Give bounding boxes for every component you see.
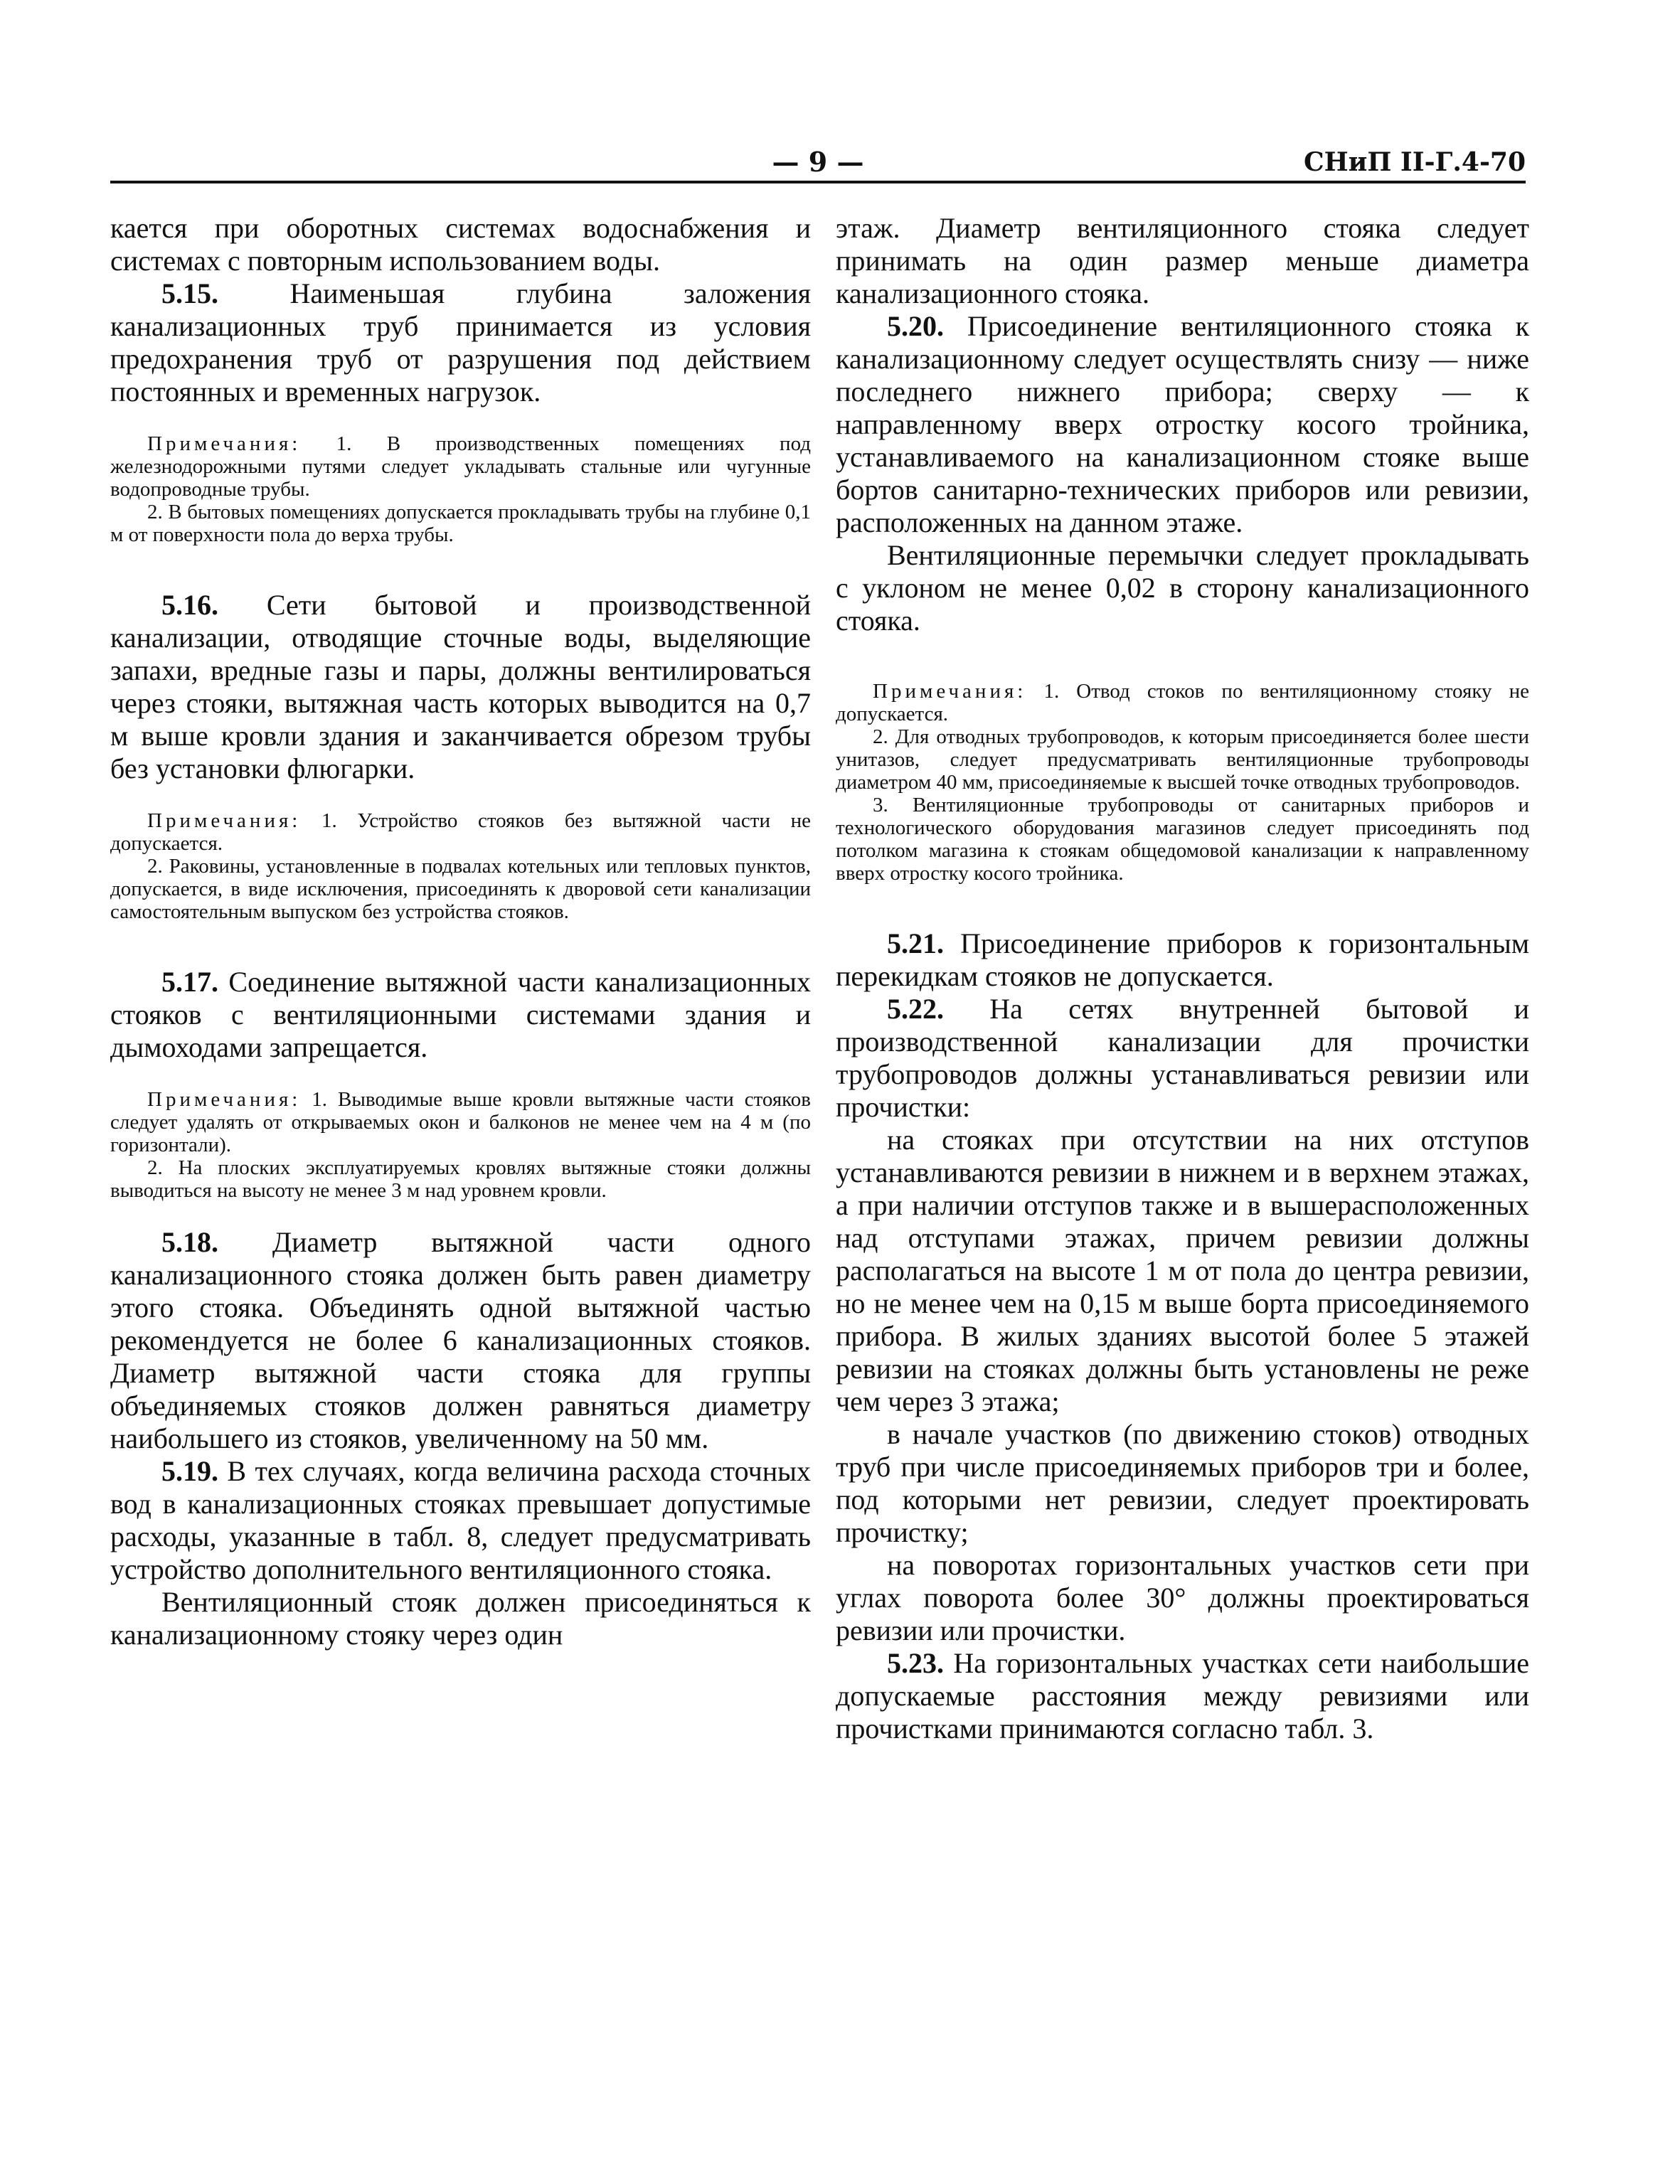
paragraph-continuation: кается при оборотных системах водоснабжения и системах с повторным использованием воды. xyxy=(110,212,811,277)
paragraph-vent-riser: Вентиляционный стояк должен присоединяться к канализационному стояку через один xyxy=(110,1586,811,1651)
section-number: 5.16. xyxy=(161,589,218,621)
page-number: — 9 — xyxy=(772,146,864,178)
section-text: На сетях внутренней бытовой и производственной канализации для прочистки трубопроводов должны устанавливаться ревизии или прочистки: xyxy=(836,993,1529,1123)
notes-heading: Примечания: xyxy=(873,680,1027,703)
section-number: 5.23. xyxy=(887,1647,944,1679)
section-5-19 xyxy=(110,1455,811,1586)
note-text: 1. В производственных помещениях под железнодорожными путями следует укладывать стальные или чугунные водопроводные трубы. xyxy=(110,432,811,501)
notes-heading: Примечания: xyxy=(147,432,302,455)
paragraph-vent-jumpers: Вентиляционные перемычки следует прокладывать с уклоном не менее 0,02 в сторону канализационного стояка. xyxy=(836,539,1529,636)
section-number: 5.17. xyxy=(161,966,218,998)
section-number: 5.20. xyxy=(887,310,944,342)
note-5-20-2: 2. Для отводных трубопроводов, к которым присоединяется более шести унитазов, следует предусматривать вентиляционные трубопроводы диаметром 40 мм, присоединяемые к высшей точке отводных трубопроводов. xyxy=(836,725,1529,794)
section-text: На горизонтальных участках сети наибольшие допускаемые расстояния между ревизиями или прочистками принимаются согласно табл. 3. xyxy=(836,1647,1529,1744)
section-5-22 xyxy=(836,993,1529,1124)
note-text: 1. Отвод стоков по вентиляционному стояку не допускается. xyxy=(836,680,1529,725)
paragraph-continuation: этаж. Диаметр вентиляционного стояка следует принимать на один размер меньше диаметра канализационного стояка. xyxy=(836,212,1529,309)
section-5-20 xyxy=(836,310,1529,539)
note-5-20-3: 3. Вентиляционные трубопроводы от санитарных приборов и технологического оборудования магазинов следует присоединять под потолком магазина к стоякам общедомовой канализации к направленному вверх отростку косого тройника. xyxy=(836,794,1529,885)
note-5-17-1 xyxy=(110,1088,811,1156)
section-number: 5.22. xyxy=(887,993,944,1025)
header-rule xyxy=(110,181,1526,183)
section-5-18 xyxy=(110,1226,811,1455)
paragraph-risers: на стояках при отсутствии на них отступов устанавливаются ревизии в нижнем и в верхнем этажах, а при наличии отступов также и в вышерасположенных над отступами этажах, причем ревизии должны располагаться на высоте 1 м от пола до центра ревизии, но не менее чем на 0,15 м выше борта присоединяемого прибора. В жилых зданиях высотой более 5 этажей ревизии на стояках должны быть установлены не реже чем через 3 этажа; xyxy=(836,1124,1529,1417)
section-5-15 xyxy=(110,277,811,408)
note-5-16-1 xyxy=(110,809,811,855)
note-5-16-2: 2. Раковины, установленные в подвалах котельных или тепловых пунктов, допускается, в виде исключения, присоединять к дворовой сети канализации самостоятельным выпуском без устройства стояков. xyxy=(110,855,811,923)
section-number: 5.15. xyxy=(161,277,218,309)
section-text: В тех случаях, когда величина расхода сточных вод в канализационных стояках превышает допустимые расходы, указанные в табл. 8, следует предусматривать устройство дополнительного вентиляционного стояка. xyxy=(110,1455,811,1585)
notes-heading: Примечания: xyxy=(147,809,302,832)
note-5-15-1 xyxy=(110,432,811,501)
section-5-17 xyxy=(110,966,811,1064)
note-5-17-2: 2. На плоских эксплуатируемых кровлях вытяжные стояки должны выводиться на высоту не менее 3 м над уровнем кровли. xyxy=(110,1156,811,1202)
section-text: Присоединение приборов к горизонтальным перекидкам стояков не допускается. xyxy=(836,927,1529,992)
section-5-21 xyxy=(836,927,1529,993)
left-column xyxy=(110,212,811,1651)
section-5-16 xyxy=(110,589,811,785)
note-text: 1. Устройство стояков без вытяжной части не допускается. xyxy=(110,809,811,855)
paragraph-turns: на поворотах горизонтальных участков сети при углах поворота более 30° должны проектироваться ревизии или прочистки. xyxy=(836,1549,1529,1646)
note-5-15-2: 2. В бытовых помещениях допускается прокладывать трубы на глубине 0,1 м от поверхности пола до верха трубы. xyxy=(110,501,811,546)
section-text: Диаметр вытяжной части одного канализационного стояка должен быть равен диаметру этого стояка. Объединять одной вытяжной частью рекомендуется не более 6 канализационных стояков. Диаметр вытяжной части стояка для группы объединяемых стояков должен равняться диаметру наибольшего из стояков, увеличенному на 50 мм. xyxy=(110,1226,811,1454)
page-header xyxy=(110,142,1526,182)
section-text: Наименьшая глубина заложения канализационных труб принимается из условия предохранения труб от разрушения под действием постоянных и временных нагрузок. xyxy=(110,277,811,407)
section-text: Сети бытовой и производственной канализации, отводящие сточные воды, выделяющие запахи, вредные газы и пары, должны вентилироваться через стояки, вытяжная часть которых выводится на 0,7 м выше кровли здания и заканчивается обрезом трубы без установки флюгарки. xyxy=(110,589,811,784)
section-number: 5.19. xyxy=(161,1455,218,1487)
section-number: 5.18. xyxy=(161,1226,218,1258)
note-text: 1. Выводимые выше кровли вытяжные части стояков следует удалять от открываемых окон и балконов не менее чем на 4 м (по горизонтали). xyxy=(110,1088,811,1156)
section-text: Соединение вытяжной части канализационных стояков с вентиляционными системами здания и дымоходами запрещается. xyxy=(110,966,811,1063)
section-number: 5.21. xyxy=(887,927,944,959)
note-5-20-1 xyxy=(836,680,1529,725)
right-column xyxy=(836,212,1529,1745)
section-text: Присоединение вентиляционного стояка к канализационному следует осуществлять снизу — ниже последнего нижнего прибора; сверху — к направленному вверх отростку косого тройника, устанавливаемого на канализационном стояке выше бортов санитарно-технических приборов или ревизии, расположенных на данном этаже. xyxy=(836,310,1529,538)
document-code: СНиП II-Г.4-70 xyxy=(1304,147,1526,177)
section-5-23 xyxy=(836,1647,1529,1745)
paragraph-section-start: в начале участков (по движению стоков) отводных труб при числе присоединяемых приборов три и более, под которыми нет ревизии, следует проектировать прочистку; xyxy=(836,1418,1529,1548)
notes-heading: Примечания: xyxy=(147,1088,302,1111)
